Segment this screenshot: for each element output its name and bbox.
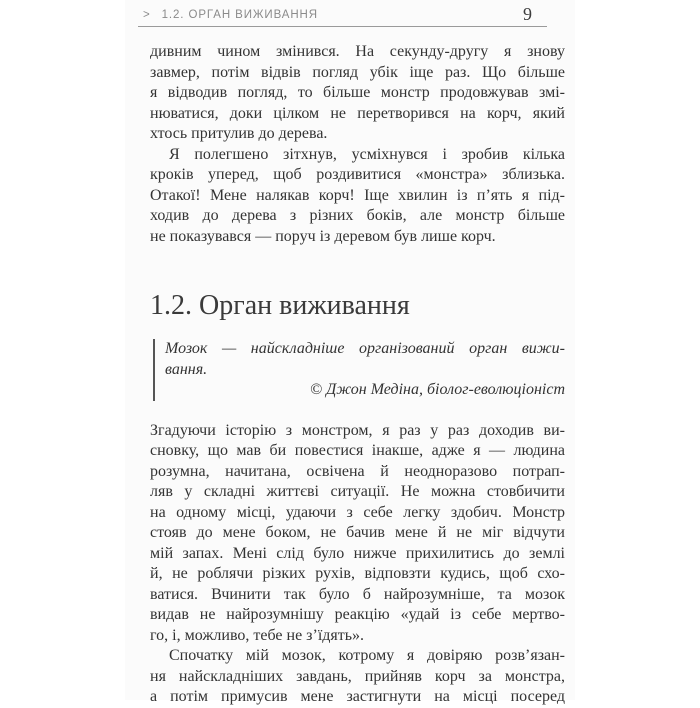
running-header-title: 1.2. ОРГАН ВИЖИВАННЯ [161, 9, 318, 21]
epigraph-quote [153, 339, 565, 401]
text-line: хтось притулив до дерева. [150, 125, 328, 142]
book-page [125, 0, 575, 705]
text-line: ляв у складні життєві ситуації. Не можна стовбичити [150, 483, 565, 500]
text-line: вання. [165, 360, 208, 378]
text-line: на одному місці, удаючи з себе легку здобич. Монстр [150, 503, 565, 521]
text-line: Спочатку мій мозок, котрому я довіряю розв’язан- [169, 647, 565, 664]
text-line: розумна, начитана, освічена й неодноразово потрап- [150, 462, 565, 480]
quote-attribution: © Джон Медіна, біолог-еволюціоніст [309, 381, 565, 398]
text-line: ходив до дерева з різних боків, але монстр більше [150, 207, 565, 224]
text-line: не показувався — поруч із деревом був лише корч. [150, 227, 496, 245]
text-line: завмер, потім відвів погляд убік іще раз. Що більше [150, 63, 565, 81]
page-body-text [150, 42, 565, 708]
text-line: Мозок — найскладніше організований орган вижи- [165, 340, 565, 357]
text-line: а потім примусив мене застигнути на місці посеред [150, 688, 565, 705]
running-header-left [143, 8, 318, 22]
paragraph [150, 421, 565, 647]
text-line: сновку, що мав би повестися інакше, адже я — людина [150, 442, 565, 459]
text-line: Згадуючи історію з монстром, я раз у раз доходив ви- [150, 421, 565, 439]
text-line: й, не роблячи різких рухів, відповзти кудись, щоб схо- [150, 565, 565, 582]
text-line: видав не найрозумнішу реакцію «удай із себе мертво- [150, 606, 565, 623]
page-running-header [138, 4, 547, 27]
text-line: нюватися, доки цілком не перетворився на корч, який [150, 104, 565, 122]
paragraph [150, 42, 565, 145]
paragraph [150, 145, 565, 248]
chapter-marker: > [143, 9, 151, 21]
text-line: стояв до мене боком, не бачив мене й не міг відчути [150, 524, 565, 541]
text-line: ватися. Вчинити так було б найрозумніше, та мозок [150, 585, 565, 603]
quote-text [165, 339, 565, 380]
text-line: кроків уперед, щоб роздивитися «монстра» зблизька. [150, 166, 565, 183]
text-line: ня найскладніших завдань, прийняв корч за монстра, [150, 667, 565, 685]
paragraph [150, 646, 565, 708]
text-line: го, і, можливо, тебе не з’їдять». [150, 626, 365, 644]
text-line: Отакої! Мене налякав корч! Іще хвилин із п’ять я під- [150, 186, 565, 204]
text-line: дивним чином змінився. На секунду-другу я знову [150, 43, 565, 60]
section-heading: 1.2. Орган виживання [150, 290, 410, 321]
text-line: я відводив погляд, то більше монстр продовжував змі- [150, 84, 565, 101]
text-line: мій запах. Мені слід було нижче прихилитись до землі [150, 544, 565, 562]
text-line: Я полегшено зітхнув, усміхнувся і зробив кілька [169, 145, 565, 163]
page-number: 9 [523, 4, 532, 24]
